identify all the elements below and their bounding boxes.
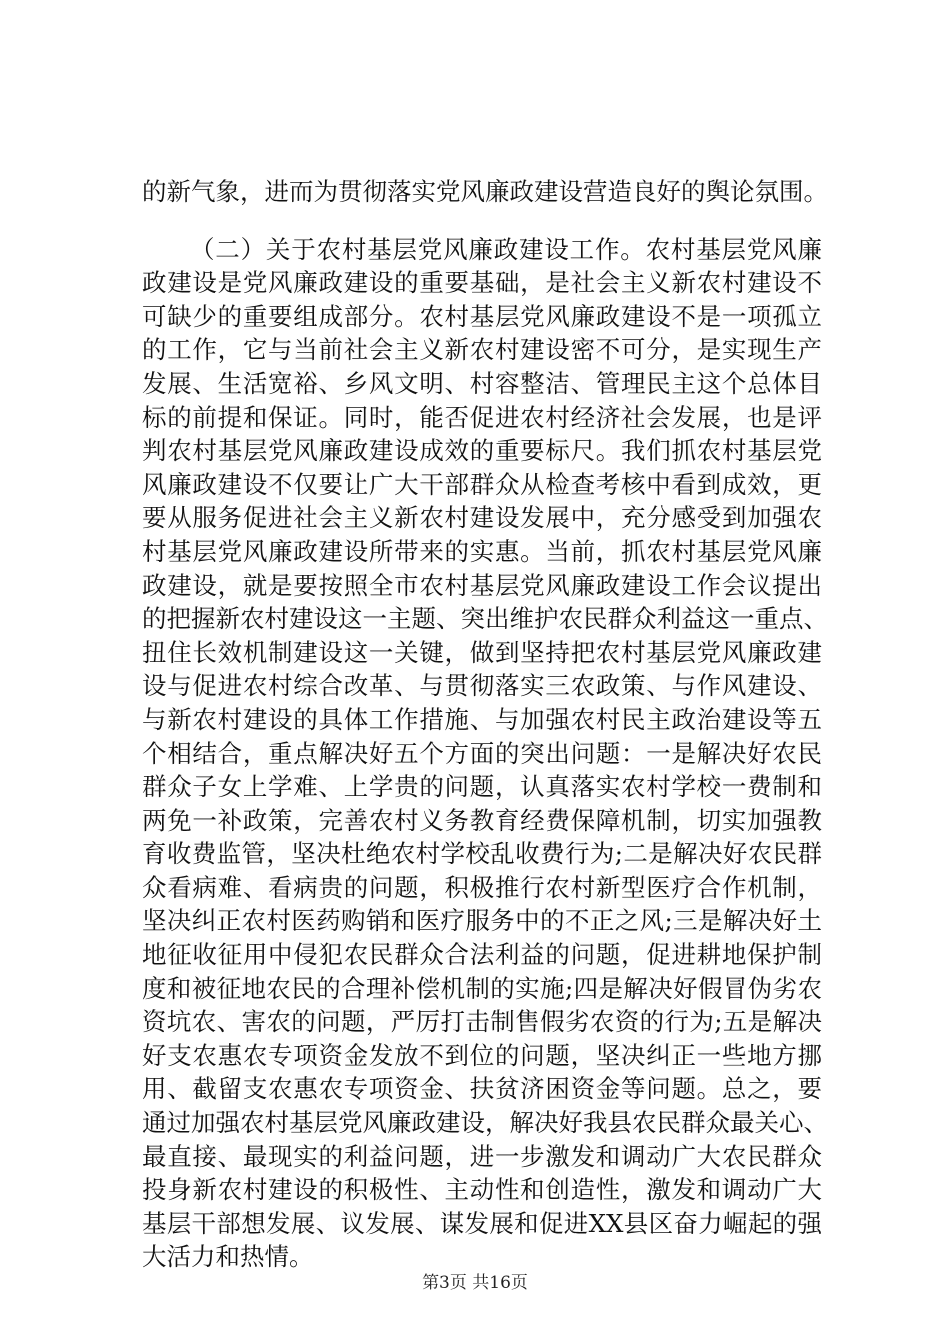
text-line: 判农村基层党风廉政建设成效的重要标尺。我们抓农村基层党	[142, 436, 822, 466]
text-line: 的新气象，进而为贯彻落实党风廉政建设营造良好的舆论氛围。	[142, 177, 828, 206]
text-line: 用、截留支农惠农专项资金、扶贫济困资金等问题。总之，要	[142, 1074, 822, 1104]
text-line: 基层干部想发展、议发展、谋发展和促进XX县区奋力崛起的强	[142, 1208, 822, 1238]
paragraph-gap	[142, 209, 822, 233]
text-line: 好支农惠农专项资金发放不到位的问题，坚决纠正一些地方挪	[142, 1040, 822, 1070]
text-line: 通过加强农村基层党风廉政建设，解决好我县农民群众最关心、	[142, 1108, 828, 1138]
text-line: 的把握新农村建设这一主题、突出维护农民群众利益这一重点、	[142, 604, 828, 634]
text-line: 最直接、最现实的利益问题，进一步激发和调动广大农民群众	[142, 1141, 822, 1171]
text-line: 育收费监管，坚决杜绝农村学校乱收费行为;二是解决好农民群	[142, 839, 822, 869]
text-line: 发展、生活宽裕、乡风文明、村容整洁、管理民主这个总体目	[142, 368, 822, 398]
document-body	[142, 175, 828, 1274]
text-line: （二）关于农村基层党风廉政建设工作。农村基层党风廉	[190, 234, 822, 264]
page-footer: 第3页 共16页	[422, 1273, 528, 1293]
paragraph-continuation	[142, 175, 828, 209]
text-line: 两免一补政策，完善农村义务教育经费保障机制，切实加强教	[142, 805, 822, 835]
text-line: 的工作，它与当前社会主义新农村建设密不可分，是实现生产	[142, 335, 822, 365]
text-line: 政建设是党风廉政建设的重要基础，是社会主义新农村建设不	[142, 268, 822, 298]
text-line: 政建设，就是要按照全市农村基层党风廉政建设工作会议提出	[142, 570, 822, 600]
text-line: 坚决纠正农村医药购销和医疗服务中的不正之风;三是解决好土	[142, 906, 822, 936]
text-line: 扭住长效机制建设这一关键，做到坚持把农村基层党风廉政建	[142, 637, 822, 667]
text-line: 设与促进农村综合改革、与贯彻落实三农政策、与作风建设、	[142, 671, 822, 701]
text-line: 与新农村建设的具体工作措施、与加强农村民主政治建设等五	[142, 704, 822, 734]
text-line: 大活力和热情。	[142, 1242, 314, 1272]
text-line: 资坑农、害农的问题，严厉打击制售假劣农资的行为;五是解决	[142, 1007, 822, 1037]
text-line: 群众子女上学难、上学贵的问题，认真落实农村学校一费制和	[142, 772, 822, 802]
text-line: 村基层党风廉政建设所带来的实惠。当前，抓农村基层党风廉	[142, 536, 822, 566]
paragraph-section-two	[142, 233, 828, 1274]
text-line: 可缺少的重要组成部分。农村基层党风廉政建设不是一项孤立	[142, 301, 822, 331]
text-line: 投身新农村建设的积极性、主动性和创造性，激发和调动广大	[142, 1175, 822, 1205]
text-line: 要从服务促进社会主义新农村建设发展中，充分感受到加强农	[142, 503, 822, 533]
text-line: 标的前提和保证。同时，能否促进农村经济社会发展，也是评	[142, 402, 822, 432]
text-line: 众看病难、看病贵的问题，积极推行农村新型医疗合作机制，	[142, 872, 822, 902]
text-line: 个相结合，重点解决好五个方面的突出问题：一是解决好农民	[142, 738, 822, 768]
text-line: 地征收征用中侵犯农民群众合法利益的问题，促进耕地保护制	[142, 940, 822, 970]
text-line: 度和被征地农民的合理补偿机制的实施;四是解决好假冒伪劣农	[142, 973, 822, 1003]
text-line: 风廉政建设不仅要让广大干部群众从检查考核中看到成效，更	[142, 469, 822, 499]
